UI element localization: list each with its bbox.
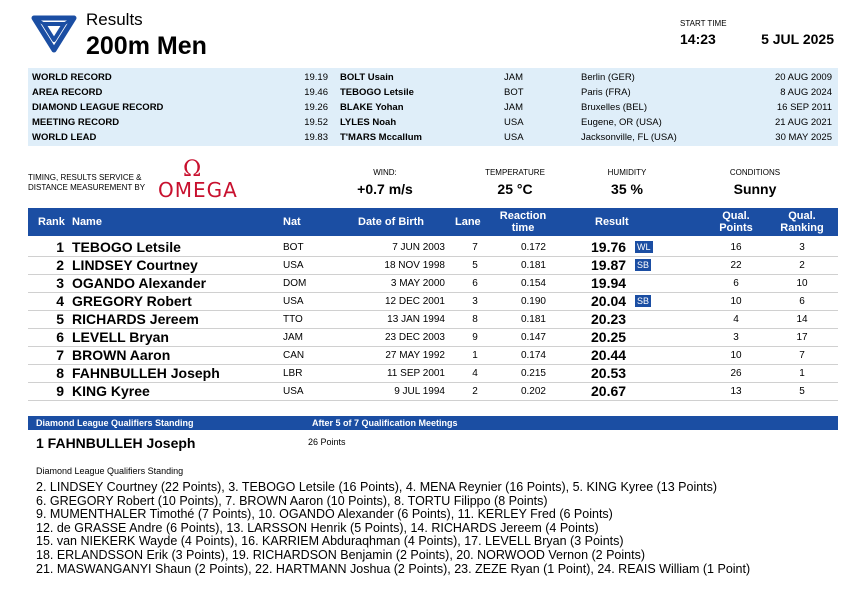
cell-name: OGANDO Alexander bbox=[72, 275, 207, 291]
standings-line: 6. GREGORY Robert (10 Points), 7. BROWN Aaron (10 Points), 8. TORTU Filippo (8 Points) bbox=[36, 493, 548, 508]
cell-name: KING Kyree bbox=[72, 383, 150, 399]
record-row bbox=[28, 70, 838, 85]
cell-dob: 12 DEC 2001 bbox=[384, 296, 445, 307]
cell-result: 19.76 bbox=[591, 239, 627, 255]
cell-reaction: 0.181 bbox=[520, 314, 546, 325]
section-title: Results bbox=[86, 10, 143, 29]
cell-lane: 8 bbox=[472, 314, 478, 325]
diamond-league-logo-icon bbox=[28, 12, 80, 56]
wind-label: WIND: bbox=[373, 168, 397, 177]
table-row bbox=[28, 365, 838, 383]
cell-qual-points: 22 bbox=[730, 260, 742, 271]
record-date: 30 MAY 2025 bbox=[775, 132, 832, 143]
col-qual-ranking-line2: Ranking bbox=[780, 222, 824, 234]
record-category: WORLD LEAD bbox=[32, 132, 97, 143]
start-time-label: START TIME bbox=[680, 19, 727, 28]
cell-qual-ranking: 2 bbox=[799, 260, 805, 271]
col-qual-points bbox=[712, 210, 760, 234]
temperature-value: 25 °C bbox=[497, 181, 533, 197]
cell-result: 19.94 bbox=[591, 275, 627, 291]
record-category: AREA RECORD bbox=[32, 87, 103, 98]
cell-nat: USA bbox=[283, 296, 304, 307]
timing-line-2: DISTANCE MEASUREMENT BY bbox=[28, 183, 146, 192]
cell-reaction: 0.202 bbox=[520, 386, 546, 397]
cell-reaction: 0.174 bbox=[520, 350, 546, 361]
record-date: 20 AUG 2009 bbox=[774, 72, 832, 83]
cell-reaction: 0.154 bbox=[520, 278, 546, 289]
record-nat: BOT bbox=[504, 87, 524, 98]
cell-qual-ranking: 14 bbox=[796, 314, 808, 325]
table-row bbox=[28, 383, 838, 401]
cell-nat: LBR bbox=[283, 368, 303, 379]
cell-qual-points: 4 bbox=[733, 314, 739, 325]
cell-qual-ranking: 7 bbox=[799, 350, 805, 361]
standings-line: 21. MASWANGANYI Shaun (2 Points), 22. HARTMANN Joshua (2 Points), 23. ZEZE Ryan (1 Point), 24. REAIS William (1 Point) bbox=[36, 561, 751, 576]
record-nat: USA bbox=[504, 117, 524, 128]
cell-nat: CAN bbox=[283, 350, 305, 361]
record-nat: JAM bbox=[504, 102, 523, 113]
cell-qual-points: 10 bbox=[730, 350, 742, 361]
record-row bbox=[28, 130, 838, 145]
record-venue: Berlin (GER) bbox=[581, 72, 635, 83]
cell-lane: 9 bbox=[472, 332, 478, 343]
cell-rank: 5 bbox=[56, 311, 64, 327]
record-date: 16 SEP 2011 bbox=[776, 102, 832, 113]
cell-rank: 2 bbox=[56, 257, 64, 273]
cell-reaction: 0.215 bbox=[520, 368, 546, 379]
cell-rank: 1 bbox=[56, 239, 64, 255]
sb-badge: SB bbox=[637, 260, 650, 270]
standings-line: 15. van NIEKERK Wayde (4 Points), 16. KARRIEM Abduraqhman (4 Points), 17. LEVELL Bryan (3 Points) bbox=[36, 534, 624, 549]
conditions-block bbox=[700, 168, 810, 197]
cell-rank: 9 bbox=[56, 383, 64, 399]
cell-lane: 1 bbox=[472, 350, 478, 361]
cell-reaction: 0.181 bbox=[520, 260, 546, 271]
record-value: 19.83 bbox=[304, 132, 328, 143]
col-dob: Date of Birth bbox=[358, 216, 424, 228]
cell-lane: 4 bbox=[472, 368, 478, 379]
col-rank: Rank bbox=[38, 216, 65, 228]
cell-result: 19.87 bbox=[591, 257, 627, 273]
cell-result: 20.23 bbox=[591, 311, 627, 327]
cell-qual-ranking: 17 bbox=[796, 332, 808, 343]
cell-name: LINDSEY Courtney bbox=[72, 257, 198, 273]
record-value: 19.19 bbox=[304, 72, 328, 83]
record-row bbox=[28, 85, 838, 100]
temperature-label: TEMPERATURE bbox=[485, 168, 545, 177]
wl-badge: WL bbox=[637, 242, 651, 252]
cell-lane: 5 bbox=[472, 260, 478, 271]
dl-head-left: Diamond League Qualifiers Standing bbox=[36, 418, 194, 428]
cell-name: FAHNBULLEH Joseph bbox=[72, 365, 220, 381]
table-row bbox=[28, 275, 838, 293]
sb-badge: SB bbox=[637, 296, 650, 306]
record-holder: BOLT Usain bbox=[340, 72, 394, 83]
cell-nat: JAM bbox=[283, 332, 303, 343]
timing-line-1: TIMING, RESULTS SERVICE & bbox=[28, 173, 142, 182]
record-value: 19.26 bbox=[304, 102, 328, 113]
record-row bbox=[28, 115, 838, 130]
cell-lane: 2 bbox=[472, 386, 478, 397]
cell-name: BROWN Aaron bbox=[72, 347, 171, 363]
cell-reaction: 0.147 bbox=[520, 332, 546, 343]
cell-result: 20.53 bbox=[591, 365, 627, 381]
cell-qual-ranking: 5 bbox=[799, 386, 805, 397]
col-qual-ranking-line1: Qual. bbox=[788, 210, 816, 222]
cell-result: 20.67 bbox=[591, 383, 627, 399]
record-holder: TEBOGO Letsile bbox=[340, 87, 414, 98]
record-holder: LYLES Noah bbox=[340, 117, 397, 128]
record-value: 19.46 bbox=[304, 87, 328, 98]
cell-rank: 6 bbox=[56, 329, 64, 345]
record-date: 8 AUG 2024 bbox=[780, 87, 832, 98]
cell-dob: 11 SEP 2001 bbox=[386, 368, 445, 379]
cell-qual-ranking: 10 bbox=[796, 278, 808, 289]
cell-qual-points: 3 bbox=[733, 332, 739, 343]
cell-result: 20.25 bbox=[591, 329, 627, 345]
cell-lane: 3 bbox=[472, 296, 478, 307]
omega-symbol-icon: Ω bbox=[183, 157, 202, 182]
cell-qual-ranking: 3 bbox=[799, 242, 805, 253]
cell-qual-points: 26 bbox=[730, 368, 742, 379]
record-venue: Paris (FRA) bbox=[581, 87, 631, 98]
table-row bbox=[28, 257, 838, 275]
cell-qual-points: 10 bbox=[730, 296, 742, 307]
cell-nat: USA bbox=[283, 386, 304, 397]
humidity-label: HUMIDITY bbox=[607, 168, 647, 177]
wind-block bbox=[330, 168, 440, 197]
record-venue: Bruxelles (BEL) bbox=[581, 102, 647, 113]
temperature-block bbox=[460, 168, 570, 197]
cell-qual-points: 6 bbox=[733, 278, 739, 289]
standings-line: 12. de GRASSE Andre (6 Points), 13. LARSSON Henrik (5 Points), 14. RICHARDS Jereem (4 Points) bbox=[36, 520, 599, 535]
col-qual-ranking bbox=[776, 210, 828, 234]
cell-name: RICHARDS Jereem bbox=[72, 311, 199, 327]
dl-standings-list bbox=[36, 481, 750, 576]
dl-subtitle: Diamond League Qualifiers Standing bbox=[36, 466, 184, 476]
record-venue: Jacksonville, FL (USA) bbox=[581, 132, 677, 143]
col-lane: Lane bbox=[455, 216, 481, 228]
col-qual-points-line1: Qual. bbox=[722, 210, 750, 222]
dl-leader: 1 FAHNBULLEH Joseph bbox=[36, 435, 196, 451]
record-category: DIAMOND LEAGUE RECORD bbox=[32, 102, 164, 113]
cell-dob: 9 JUL 1994 bbox=[394, 386, 445, 397]
col-reaction bbox=[490, 210, 556, 234]
cell-lane: 6 bbox=[472, 278, 478, 289]
table-row bbox=[28, 347, 838, 365]
cell-nat: BOT bbox=[283, 242, 304, 253]
cell-lane: 7 bbox=[472, 242, 478, 253]
cell-rank: 7 bbox=[56, 347, 64, 363]
cell-result: 20.04 bbox=[591, 293, 627, 309]
conditions-value: Sunny bbox=[733, 181, 777, 197]
col-reaction-line1: Reaction bbox=[499, 210, 547, 222]
event-title: 200m Men bbox=[86, 32, 207, 60]
standings-line: 18. ERLANDSSON Erik (3 Points), 19. RICHARDSON Benjamin (2 Points), 20. NORWOOD Vernon (2 Points) bbox=[36, 547, 645, 562]
cell-nat: TTO bbox=[283, 314, 303, 325]
table-row bbox=[28, 239, 838, 257]
record-value: 19.52 bbox=[304, 117, 328, 128]
results-table-header bbox=[28, 208, 838, 236]
col-result: Result bbox=[595, 216, 629, 228]
col-name: Name bbox=[72, 216, 102, 228]
cell-dob: 13 JAN 1994 bbox=[387, 314, 445, 325]
cell-rank: 3 bbox=[56, 275, 64, 291]
cell-qual-ranking: 1 bbox=[799, 368, 805, 379]
record-venue: Eugene, OR (USA) bbox=[581, 117, 662, 128]
col-reaction-line2: time bbox=[511, 222, 535, 234]
cell-rank: 4 bbox=[56, 293, 64, 309]
dl-leader-points: 26 Points bbox=[308, 437, 346, 447]
humidity-value: 35 % bbox=[611, 181, 643, 197]
cell-qual-ranking: 6 bbox=[799, 296, 805, 307]
cell-name: LEVELL Bryan bbox=[72, 329, 169, 345]
records-panel bbox=[28, 68, 838, 146]
timing-credit bbox=[28, 173, 145, 193]
start-time: 14:23 bbox=[680, 31, 716, 47]
cell-dob: 27 MAY 1992 bbox=[385, 350, 445, 361]
cell-dob: 3 MAY 2000 bbox=[390, 278, 445, 289]
record-holder: T'MARS Mccallum bbox=[340, 132, 422, 143]
table-row bbox=[28, 311, 838, 329]
record-row bbox=[28, 100, 838, 115]
conditions-label: CONDITIONS bbox=[729, 168, 781, 177]
wind-value: +0.7 m/s bbox=[357, 181, 413, 197]
table-row bbox=[28, 329, 838, 347]
cell-nat: USA bbox=[283, 260, 304, 271]
record-holder: BLAKE Yohan bbox=[340, 102, 404, 113]
cell-reaction: 0.172 bbox=[520, 242, 546, 253]
col-nat: Nat bbox=[283, 216, 301, 228]
dl-standings-header bbox=[28, 416, 838, 430]
cell-qual-points: 16 bbox=[730, 242, 742, 253]
standings-line: 9. MUMENTHALER Timothé (7 Points), 10. OGANDO Alexander (6 Points), 11. KERLEY Fred (6 Points) bbox=[36, 507, 613, 522]
cell-dob: 18 NOV 1998 bbox=[384, 260, 445, 271]
humidity-block bbox=[572, 168, 682, 197]
record-date: 21 AUG 2021 bbox=[774, 117, 832, 128]
col-qual-points-line2: Points bbox=[719, 222, 753, 234]
omega-logo: OMEGA bbox=[158, 178, 238, 202]
dl-head-right: After 5 of 7 Qualification Meetings bbox=[312, 418, 458, 428]
cell-dob: 23 DEC 2003 bbox=[384, 332, 445, 343]
record-category: WORLD RECORD bbox=[32, 72, 112, 83]
event-date: 5 JUL 2025 bbox=[761, 31, 834, 47]
cell-rank: 8 bbox=[56, 365, 64, 381]
record-category: MEETING RECORD bbox=[32, 117, 120, 128]
cell-dob: 7 JUN 2003 bbox=[392, 242, 445, 253]
cell-name: TEBOGO Letsile bbox=[72, 239, 181, 255]
standings-line: 2. LINDSEY Courtney (22 Points), 3. TEBOGO Letsile (16 Points), 4. MENA Reynier (16 Points), 5. KING Kyree (13 Points) bbox=[36, 480, 718, 494]
record-nat: JAM bbox=[504, 72, 523, 83]
record-nat: USA bbox=[504, 132, 524, 143]
table-row bbox=[28, 293, 838, 311]
cell-nat: DOM bbox=[283, 278, 307, 289]
cell-result: 20.44 bbox=[591, 347, 627, 363]
cell-reaction: 0.190 bbox=[520, 296, 546, 307]
cell-name: GREGORY Robert bbox=[72, 293, 192, 309]
cell-qual-points: 13 bbox=[730, 386, 742, 397]
